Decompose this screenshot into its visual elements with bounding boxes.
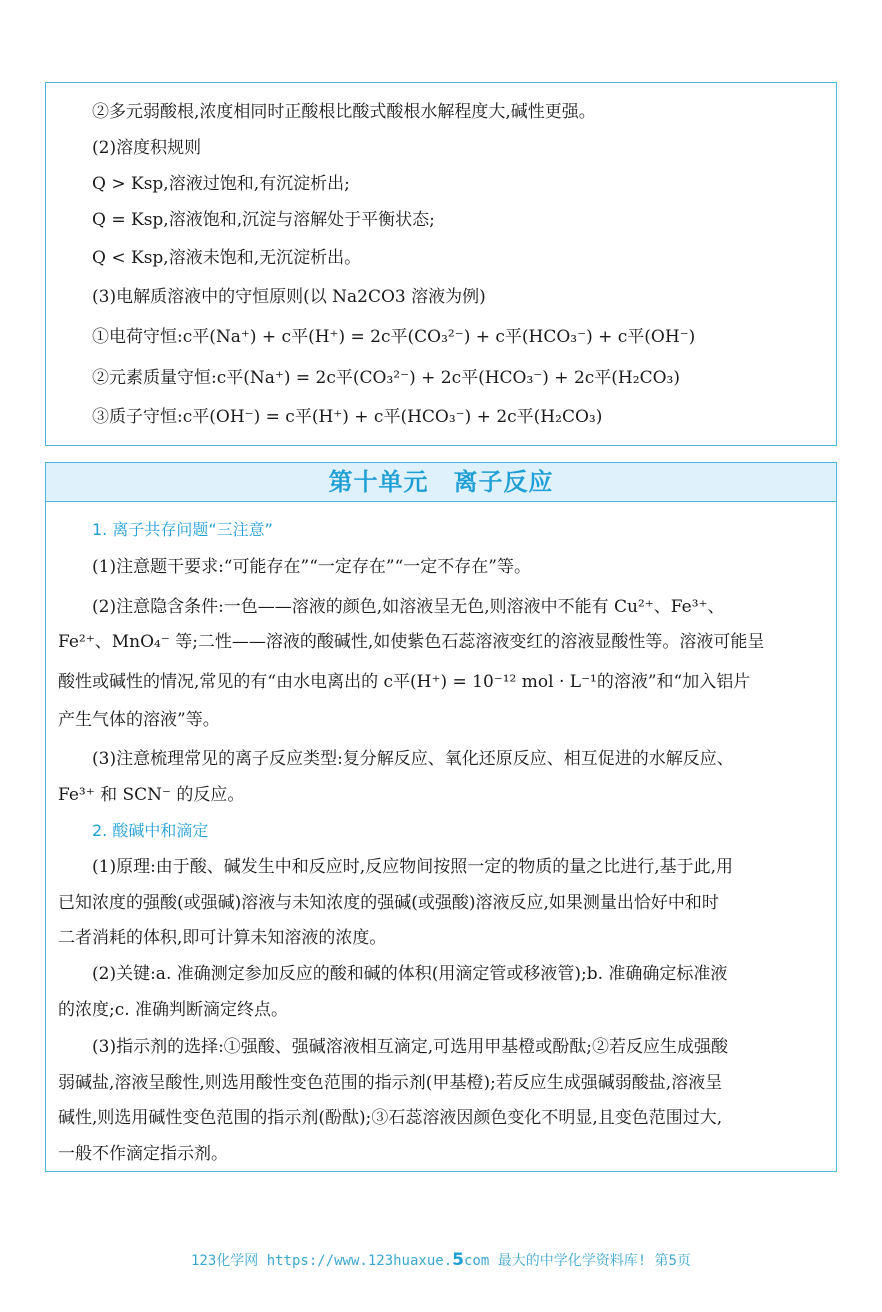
text-line: (3)指示剂的选择:①强酸、强碱溶液相互滴定,可选用甲基橙或酚酞;②若反应生成强酸: [92, 1037, 728, 1057]
text-line: (3)电解质溶液中的守恒原则(以 Na2CO3 溶液为例): [92, 287, 486, 307]
unit-title: 第十单元 离子反应: [328, 468, 554, 496]
text-line: (2)溶度积规则: [92, 138, 202, 158]
text-line: 弱碱盐,溶液呈酸性,则选用酸性变色范围的指示剂(甲基橙);若反应生成强碱弱酸盐,溶液呈: [58, 1073, 723, 1093]
text-line: ②多元弱酸根,浓度相同时正酸根比酸式酸根水解程度大,碱性更强。: [92, 102, 596, 122]
text-line: 一般不作滴定指示剂。: [58, 1144, 228, 1164]
text-line: Q = Ksp,溶液饱和,沉淀与溶解处于平衡状态;: [92, 210, 435, 230]
text-line: 酸性或碱性的情况,常见的有“由水电离出的 c平(H⁺) = 10⁻¹² mol · L⁻¹的溶液”和“加入铝片: [58, 672, 751, 692]
footer-site-text: 123化学网 https://www.123huaxue.: [190, 1253, 453, 1269]
summary-box-top: [45, 82, 837, 446]
unit-title-bar: [46, 463, 836, 502]
text-line: (2)注意隐含条件:一色——溶液的颜色,如溶液呈无色,则溶液中不能有 Cu²⁺、Fe³⁺、: [92, 597, 725, 617]
text-line: 已知浓度的强酸(或强碱)溶液与未知浓度的强碱(或强酸)溶液反应,如果测量出恰好中和时: [58, 893, 719, 913]
formula-line: ②元素质量守恒:c平(Na⁺) = 2c平(CO₃²⁻) + 2c平(HCO₃⁻) + 2c平(H₂CO₃): [92, 368, 680, 388]
text-line: (1)注意题干要求:“可能存在”“一定存在”“一定不存在”等。: [92, 557, 531, 577]
text-line: (2)关键:a. 准确测定参加反应的酸和碱的体积(用滴定管或移液管);b. 准确确定标准液: [92, 964, 728, 984]
text-line: Q > Ksp,溶液过饱和,有沉淀析出;: [92, 174, 350, 194]
text-line: 产生气体的溶液”等。: [58, 710, 220, 730]
unit-box: [45, 462, 837, 1172]
text-line: (1)原理:由于酸、碱发生中和反应时,反应物间按照一定的物质的量之比进行,基于此,用: [92, 857, 734, 877]
text-line: 二者消耗的体积,即可计算未知溶液的浓度。: [58, 928, 387, 948]
text-line: 的浓度;c. 准确判断滴定终点。: [58, 1000, 289, 1020]
page-footer: [0, 1250, 882, 1270]
text-line: Q < Ksp,溶液未饱和,无沉淀析出。: [92, 248, 362, 268]
section-heading: 2. 酸碱中和滴定: [92, 821, 209, 840]
formula-line: ③质子守恒:c平(OH⁻) = c平(H⁺) + c平(HCO₃⁻) + 2c平(H₂CO₃): [92, 407, 603, 427]
text-line: 碱性,则选用碱性变色范围的指示剂(酚酞);③石蕊溶液因颜色变化不明显,且变色范围过大,: [58, 1108, 723, 1128]
text-line: Fe²⁺、MnO₄⁻ 等;二性——溶液的酸碱性,如使紫色石蕊溶液变红的溶液显酸性等。溶液可能呈: [58, 632, 765, 652]
text-line: (3)注意梳理常见的离子反应类型:复分解反应、氧化还原反应、相互促进的水解反应、: [92, 749, 734, 769]
formula-line: ①电荷守恒:c平(Na⁺) + c平(H⁺) = 2c平(CO₃²⁻) + c平(HCO₃⁻) + c平(OH⁻): [92, 327, 696, 347]
page-number: 5: [452, 1250, 464, 1270]
text-line: Fe³⁺ 和 SCN⁻ 的反应。: [58, 785, 245, 805]
footer-site-text-2: com 最大的中学化学资料库! 第5页: [463, 1253, 691, 1269]
section-heading: 1. 离子共存问题“三注意”: [92, 520, 273, 539]
